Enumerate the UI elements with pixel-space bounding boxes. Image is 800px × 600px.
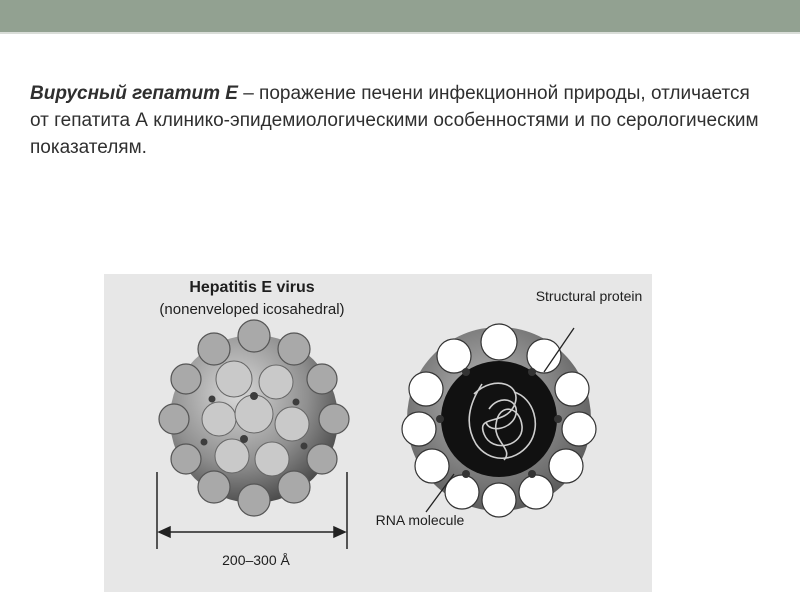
label-rna-molecule: RNA molecule bbox=[375, 512, 465, 528]
label-size: 200–300 Å bbox=[222, 552, 290, 568]
figure-title: Hepatitis E virus bbox=[189, 279, 315, 296]
slide-definition: – поражение печени инфекционной природы, отличается от гепатита А клинико-эпидемиологическими особенностями и по серологическим показателям. bbox=[30, 83, 759, 158]
slide-text bbox=[30, 80, 770, 161]
header-bar bbox=[0, 0, 800, 32]
virion-cross-section bbox=[402, 324, 596, 517]
virus-figure bbox=[104, 274, 652, 592]
slide-term: Вирусный гепатит Е bbox=[30, 83, 238, 104]
label-structural-protein: Structural protein bbox=[535, 288, 643, 304]
virus-illustration bbox=[104, 274, 652, 592]
figure-subtitle: (nonenveloped icosahedral) bbox=[159, 301, 345, 318]
header-divider bbox=[0, 32, 800, 34]
virion-surface bbox=[159, 320, 349, 516]
